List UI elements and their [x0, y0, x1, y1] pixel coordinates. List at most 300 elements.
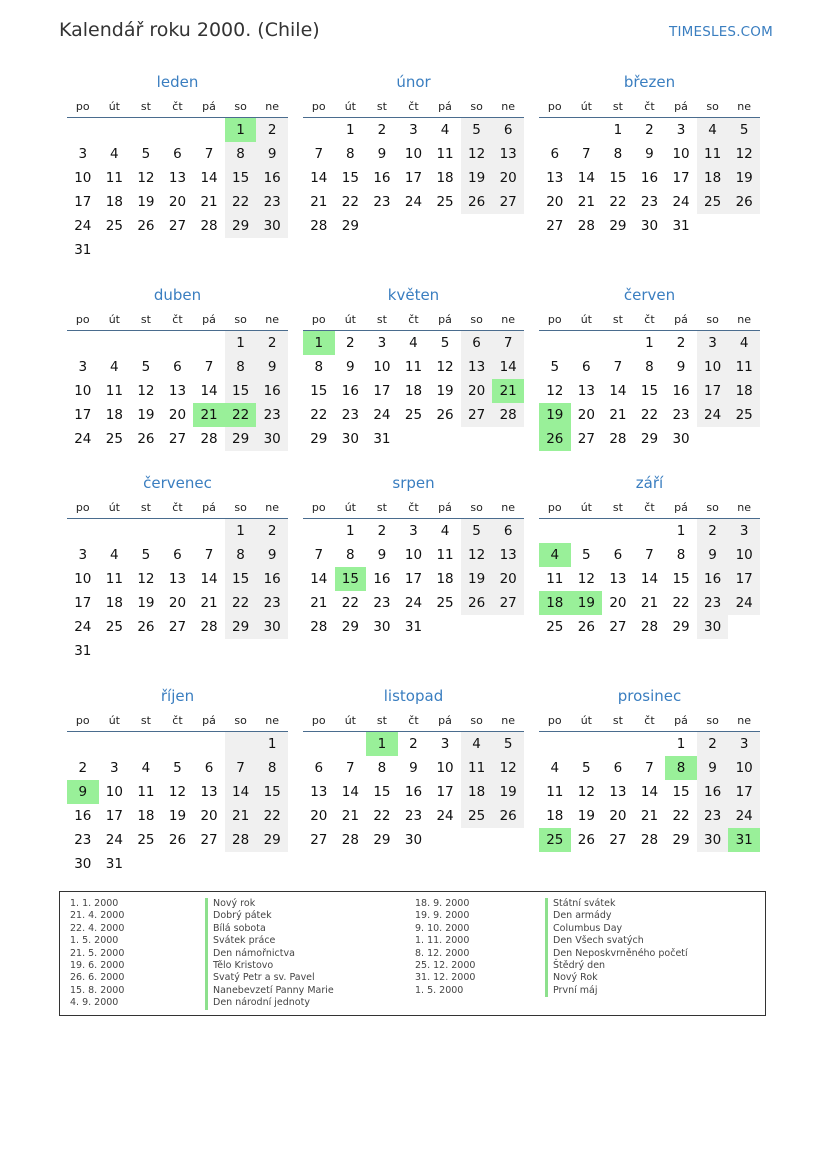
empty-day-cell	[99, 732, 131, 756]
day-cell: 3	[728, 732, 760, 756]
legend-date: 15. 8. 2000	[70, 984, 125, 996]
weekday-label: čt	[408, 312, 419, 326]
weekday-label: ne	[501, 312, 516, 326]
day-cell: 6	[173, 547, 182, 563]
day-cell: 26	[461, 190, 493, 214]
day-cell: 7	[314, 146, 324, 162]
day-cell: 22	[672, 595, 690, 611]
empty-day-cell	[193, 519, 225, 543]
day-cell: 15	[672, 571, 690, 587]
day-cell: 9	[697, 543, 729, 567]
day-cell: 17	[404, 170, 423, 186]
empty-day-cell	[697, 214, 729, 238]
day-cell: 10	[672, 146, 690, 162]
day-cell: 1	[256, 732, 288, 756]
day-cell: 27	[609, 832, 627, 848]
day-cell: 6	[550, 146, 560, 162]
weekday-label: út	[108, 312, 120, 326]
empty-day-cell	[366, 214, 398, 238]
empty-day-cell	[256, 238, 288, 262]
day-cell: 13	[546, 170, 564, 186]
day-cell: 30	[256, 615, 288, 639]
day-cell: 11	[461, 756, 493, 780]
empty-day-cell	[571, 732, 603, 756]
weekday-label: pá	[438, 312, 452, 326]
weekday-label: čt	[172, 99, 183, 113]
weekday-header	[303, 308, 524, 331]
empty-day-cell	[634, 519, 666, 543]
legend-holiday-name: První máj	[545, 985, 688, 997]
day-cell: 18	[697, 166, 729, 190]
day-cell: 29	[225, 615, 257, 639]
legend-holiday-name: Bílá sobota	[205, 923, 334, 935]
day-cell: 27	[461, 403, 493, 427]
day-cell: 23	[697, 591, 729, 615]
day-cell: 22	[225, 591, 257, 615]
weekday-label: ne	[265, 99, 280, 113]
holiday-day-cell: 31	[728, 828, 760, 852]
day-cell: 16	[697, 567, 729, 591]
empty-day-cell	[99, 238, 131, 262]
day-cell: 21	[310, 595, 328, 611]
legend-date: 8. 12. 2000	[415, 947, 470, 959]
day-cell: 13	[310, 784, 328, 800]
day-cell: 16	[404, 784, 423, 800]
day-cell: 16	[74, 808, 92, 824]
day-cell: 7	[492, 331, 524, 355]
empty-day-cell	[303, 732, 335, 756]
day-cell: 27	[200, 832, 218, 848]
weekday-label: pá	[438, 99, 452, 113]
weekday-header	[67, 95, 288, 118]
weekday-header	[67, 496, 288, 519]
legend-date: 21. 4. 2000	[70, 910, 125, 922]
weekday-label: út	[108, 500, 120, 514]
weekday-label: út	[344, 713, 356, 727]
empty-day-cell	[99, 118, 131, 142]
weekday-label: st	[376, 713, 387, 727]
weekday-label: so	[470, 713, 483, 727]
day-grid	[303, 331, 524, 451]
day-cell: 26	[436, 407, 454, 423]
day-cell: 25	[461, 804, 493, 828]
site-logo-link[interactable]: TIMESLES.COM	[669, 24, 773, 40]
weekday-header	[303, 496, 524, 519]
empty-day-cell	[225, 852, 257, 876]
empty-day-cell	[256, 639, 288, 663]
day-cell: 4	[440, 523, 450, 539]
day-cell: 10	[74, 383, 92, 399]
legend-date: 1. 11. 2000	[415, 935, 470, 947]
empty-day-cell	[429, 615, 461, 639]
day-cell: 31	[74, 643, 92, 659]
day-cell: 18	[105, 407, 123, 423]
day-cell: 12	[492, 756, 524, 780]
weekday-label: ne	[737, 500, 752, 514]
weekday-label: pá	[674, 713, 688, 727]
legend-date: 25. 12. 2000	[415, 960, 476, 972]
day-cell: 4	[110, 547, 119, 563]
day-cell: 20	[168, 595, 187, 611]
legend-date: 4. 9. 2000	[70, 997, 119, 1009]
empty-day-cell	[99, 519, 131, 543]
day-cell: 2	[256, 118, 288, 142]
weekday-label: so	[470, 99, 483, 113]
day-cell: 30	[373, 619, 391, 635]
legend-holiday-name: Den Neposkvrněného početí	[545, 948, 688, 960]
empty-day-cell	[99, 331, 131, 355]
weekday-header	[67, 709, 288, 732]
day-cell: 14	[640, 784, 659, 800]
day-cell: 22	[225, 190, 257, 214]
day-cell: 29	[341, 218, 359, 234]
day-cell: 19	[728, 166, 760, 190]
legend-holiday-name: Den armády	[545, 910, 688, 922]
weekday-label: út	[580, 500, 592, 514]
holiday-day-cell: 15	[335, 567, 367, 591]
day-cell: 14	[577, 170, 595, 186]
day-cell: 1	[346, 122, 355, 138]
day-cell: 5	[141, 547, 151, 563]
day-cell: 14	[310, 571, 328, 587]
day-cell: 2	[346, 335, 355, 351]
day-cell: 16	[373, 571, 391, 587]
day-cell: 13	[461, 355, 493, 379]
empty-day-cell	[602, 331, 634, 355]
day-cell: 26	[577, 619, 595, 635]
empty-day-cell	[99, 639, 131, 663]
day-cell: 5	[550, 359, 560, 375]
weekday-label: st	[376, 99, 387, 113]
day-cell: 12	[461, 142, 493, 166]
empty-day-cell	[429, 427, 461, 451]
day-cell: 5	[141, 146, 151, 162]
day-grid	[303, 519, 524, 639]
day-cell: 31	[404, 619, 423, 635]
day-cell: 3	[78, 547, 88, 563]
day-cell: 29	[256, 828, 288, 852]
day-cell: 8	[346, 146, 355, 162]
day-cell: 23	[697, 804, 729, 828]
holiday-day-cell: 22	[225, 403, 257, 427]
day-cell: 20	[609, 595, 627, 611]
empty-day-cell	[67, 118, 99, 142]
day-cell: 5	[461, 118, 493, 142]
legend-date: 9. 10. 2000	[415, 922, 470, 934]
day-cell: 18	[728, 379, 760, 403]
day-cell: 4	[461, 732, 493, 756]
day-cell: 15	[225, 567, 257, 591]
empty-day-cell	[728, 615, 760, 639]
empty-day-cell	[335, 732, 367, 756]
day-cell: 25	[436, 595, 454, 611]
day-cell: 22	[341, 194, 359, 210]
day-cell: 30	[697, 615, 729, 639]
day-cell: 20	[546, 194, 564, 210]
day-cell: 11	[436, 146, 454, 162]
day-cell: 17	[105, 808, 123, 824]
day-cell: 30	[256, 427, 288, 451]
holiday-day-cell: 26	[539, 427, 571, 451]
day-cell: 2	[409, 736, 418, 752]
day-cell: 25	[105, 619, 123, 635]
day-cell: 25	[728, 403, 760, 427]
weekday-label: po	[311, 312, 326, 326]
holiday-day-cell: 8	[665, 756, 697, 780]
empty-day-cell	[398, 214, 430, 238]
legend-date: 31. 12. 2000	[415, 972, 476, 984]
weekday-label: po	[311, 713, 326, 727]
day-cell: 24	[728, 591, 760, 615]
day-cell: 20	[200, 808, 218, 824]
day-cell: 25	[436, 194, 454, 210]
empty-day-cell	[225, 639, 257, 663]
day-cell: 3	[377, 335, 387, 351]
day-cell: 19	[137, 407, 155, 423]
day-cell: 9	[377, 547, 387, 563]
day-cell: 9	[409, 760, 418, 776]
month-name: duben	[153, 286, 202, 304]
day-cell: 7	[204, 547, 214, 563]
weekday-label: po	[547, 500, 562, 514]
day-grid	[67, 118, 288, 262]
empty-day-cell	[193, 238, 225, 262]
legend-date: 1. 5. 2000	[70, 935, 119, 947]
weekday-header	[67, 308, 288, 331]
day-cell: 20	[461, 379, 493, 403]
day-cell: 12	[137, 170, 155, 186]
weekday-label: po	[75, 312, 90, 326]
weekday-label: so	[706, 312, 719, 326]
day-cell: 12	[168, 784, 187, 800]
day-cell: 22	[640, 407, 659, 423]
empty-day-cell	[130, 852, 162, 876]
day-cell: 13	[492, 543, 524, 567]
day-cell: 10	[728, 543, 760, 567]
legend-names-right	[545, 898, 688, 997]
day-cell: 16	[672, 383, 690, 399]
holiday-day-cell: 4	[539, 543, 571, 567]
day-cell: 4	[409, 335, 418, 351]
day-cell: 4	[697, 118, 729, 142]
weekday-label: pá	[202, 99, 216, 113]
day-cell: 28	[200, 431, 218, 447]
weekday-label: pá	[438, 713, 452, 727]
empty-day-cell	[256, 852, 288, 876]
legend-dates-left	[70, 898, 124, 1010]
day-cell: 24	[728, 804, 760, 828]
day-cell: 9	[377, 146, 387, 162]
day-cell: 12	[137, 571, 155, 587]
weekday-label: so	[706, 713, 719, 727]
day-cell: 15	[672, 784, 690, 800]
day-cell: 29	[225, 427, 257, 451]
day-cell: 14	[341, 784, 359, 800]
day-cell: 17	[697, 379, 729, 403]
day-cell: 9	[676, 359, 686, 375]
weekday-label: po	[75, 713, 90, 727]
weekday-label: ne	[501, 500, 516, 514]
holiday-day-cell: 21	[492, 379, 524, 403]
day-cell: 6	[173, 146, 182, 162]
weekday-label: ne	[501, 99, 516, 113]
day-cell: 9	[645, 146, 654, 162]
day-cell: 5	[582, 760, 591, 776]
weekday-label: čt	[408, 713, 419, 727]
day-cell: 20	[310, 808, 328, 824]
day-cell: 29	[672, 832, 690, 848]
day-cell: 2	[697, 732, 729, 756]
day-grid	[67, 331, 288, 451]
empty-day-cell	[539, 118, 571, 142]
weekday-label: út	[580, 312, 592, 326]
day-cell: 20	[609, 808, 627, 824]
day-cell: 2	[697, 519, 729, 543]
day-cell: 28	[609, 431, 627, 447]
day-cell: 6	[613, 547, 623, 563]
month-8	[303, 473, 524, 639]
day-cell: 19	[137, 194, 155, 210]
day-cell: 24	[404, 194, 423, 210]
weekday-label: po	[547, 99, 562, 113]
legend-date: 1. 5. 2000	[415, 984, 464, 996]
weekday-label: út	[344, 312, 356, 326]
weekday-label: pá	[202, 500, 216, 514]
day-cell: 30	[672, 431, 690, 447]
day-cell: 5	[728, 118, 760, 142]
day-cell: 3	[409, 523, 418, 539]
weekday-header	[539, 709, 760, 732]
day-cell: 2	[377, 523, 387, 539]
day-cell: 2	[78, 760, 88, 776]
weekday-label: út	[580, 99, 592, 113]
day-cell: 21	[640, 595, 659, 611]
day-cell: 3	[110, 760, 119, 776]
weekday-header	[539, 95, 760, 118]
day-cell: 27	[609, 619, 627, 635]
day-cell: 8	[256, 756, 288, 780]
day-cell: 29	[609, 218, 627, 234]
weekday-label: ne	[737, 713, 752, 727]
holiday-day-cell: 18	[539, 591, 571, 615]
empty-day-cell	[539, 519, 571, 543]
day-cell: 13	[609, 571, 627, 587]
day-cell: 19	[436, 383, 454, 399]
day-cell: 12	[461, 543, 493, 567]
day-cell: 28	[492, 403, 524, 427]
day-cell: 8	[676, 547, 686, 563]
day-cell: 6	[492, 519, 524, 543]
day-cell: 24	[404, 595, 423, 611]
day-cell: 27	[577, 431, 595, 447]
day-cell: 17	[436, 784, 454, 800]
empty-day-cell	[634, 732, 666, 756]
weekday-label: so	[470, 312, 483, 326]
legend-date: 21. 5. 2000	[70, 947, 125, 959]
day-cell: 29	[373, 832, 391, 848]
legend-holiday-name: Den národní jednoty	[205, 997, 334, 1009]
legend-date: 19. 6. 2000	[70, 960, 125, 972]
day-cell: 14	[200, 383, 218, 399]
empty-day-cell	[193, 852, 225, 876]
weekday-label: po	[547, 312, 562, 326]
day-cell: 21	[200, 194, 218, 210]
weekday-header	[539, 496, 760, 519]
day-cell: 23	[640, 194, 659, 210]
legend-dates-right	[415, 898, 475, 997]
weekday-label: ne	[265, 713, 280, 727]
day-cell: 4	[141, 760, 151, 776]
legend-holiday-name: Nanebevzetí Panny Marie	[205, 985, 334, 997]
day-grid	[303, 732, 524, 852]
holiday-day-cell: 1	[225, 118, 257, 142]
day-cell: 10	[728, 756, 760, 780]
day-cell: 15	[640, 383, 659, 399]
day-cell: 13	[168, 571, 187, 587]
weekday-label: út	[344, 99, 356, 113]
legend-holiday-name: Dobrý pátek	[205, 910, 334, 922]
weekday-label: pá	[202, 312, 216, 326]
empty-day-cell	[162, 519, 194, 543]
weekday-label: čt	[644, 713, 655, 727]
day-grid	[539, 118, 760, 238]
day-cell: 8	[346, 547, 355, 563]
empty-day-cell	[697, 427, 729, 451]
day-cell: 12	[728, 142, 760, 166]
day-cell: 3	[728, 519, 760, 543]
empty-day-cell	[193, 331, 225, 355]
empty-day-cell	[492, 427, 524, 451]
day-cell: 28	[310, 218, 328, 234]
day-cell: 17	[74, 407, 92, 423]
day-cell: 3	[697, 331, 729, 355]
day-cell: 26	[137, 218, 155, 234]
day-cell: 20	[577, 407, 595, 423]
legend-holiday-name: Tělo Kristovo	[205, 960, 334, 972]
day-cell: 11	[105, 383, 123, 399]
day-cell: 12	[577, 784, 595, 800]
day-cell: 11	[436, 547, 454, 563]
page-title: Kalendář roku 2000. (Chile)	[59, 19, 320, 41]
day-cell: 26	[728, 190, 760, 214]
day-cell: 13	[200, 784, 218, 800]
day-cell: 11	[697, 142, 729, 166]
day-cell: 10	[74, 571, 92, 587]
day-cell: 24	[105, 832, 123, 848]
day-cell: 15	[341, 170, 359, 186]
day-cell: 16	[256, 379, 288, 403]
day-cell: 14	[200, 571, 218, 587]
empty-day-cell	[461, 427, 493, 451]
holiday-day-cell: 19	[571, 591, 603, 615]
day-cell: 9	[346, 359, 355, 375]
day-cell: 16	[373, 170, 391, 186]
day-cell: 26	[577, 832, 595, 848]
weekday-label: pá	[674, 500, 688, 514]
day-cell: 8	[225, 355, 257, 379]
holiday-day-cell: 9	[67, 780, 99, 804]
day-cell: 20	[168, 407, 187, 423]
day-cell: 29	[672, 619, 690, 635]
day-cell: 7	[225, 756, 257, 780]
holiday-day-cell: 21	[193, 403, 225, 427]
day-cell: 28	[200, 218, 218, 234]
day-cell: 17	[728, 780, 760, 804]
weekday-label: so	[470, 500, 483, 514]
day-cell: 24	[697, 403, 729, 427]
month-4	[67, 285, 288, 451]
legend-holiday-name: Svatý Petr a sv. Pavel	[205, 972, 334, 984]
